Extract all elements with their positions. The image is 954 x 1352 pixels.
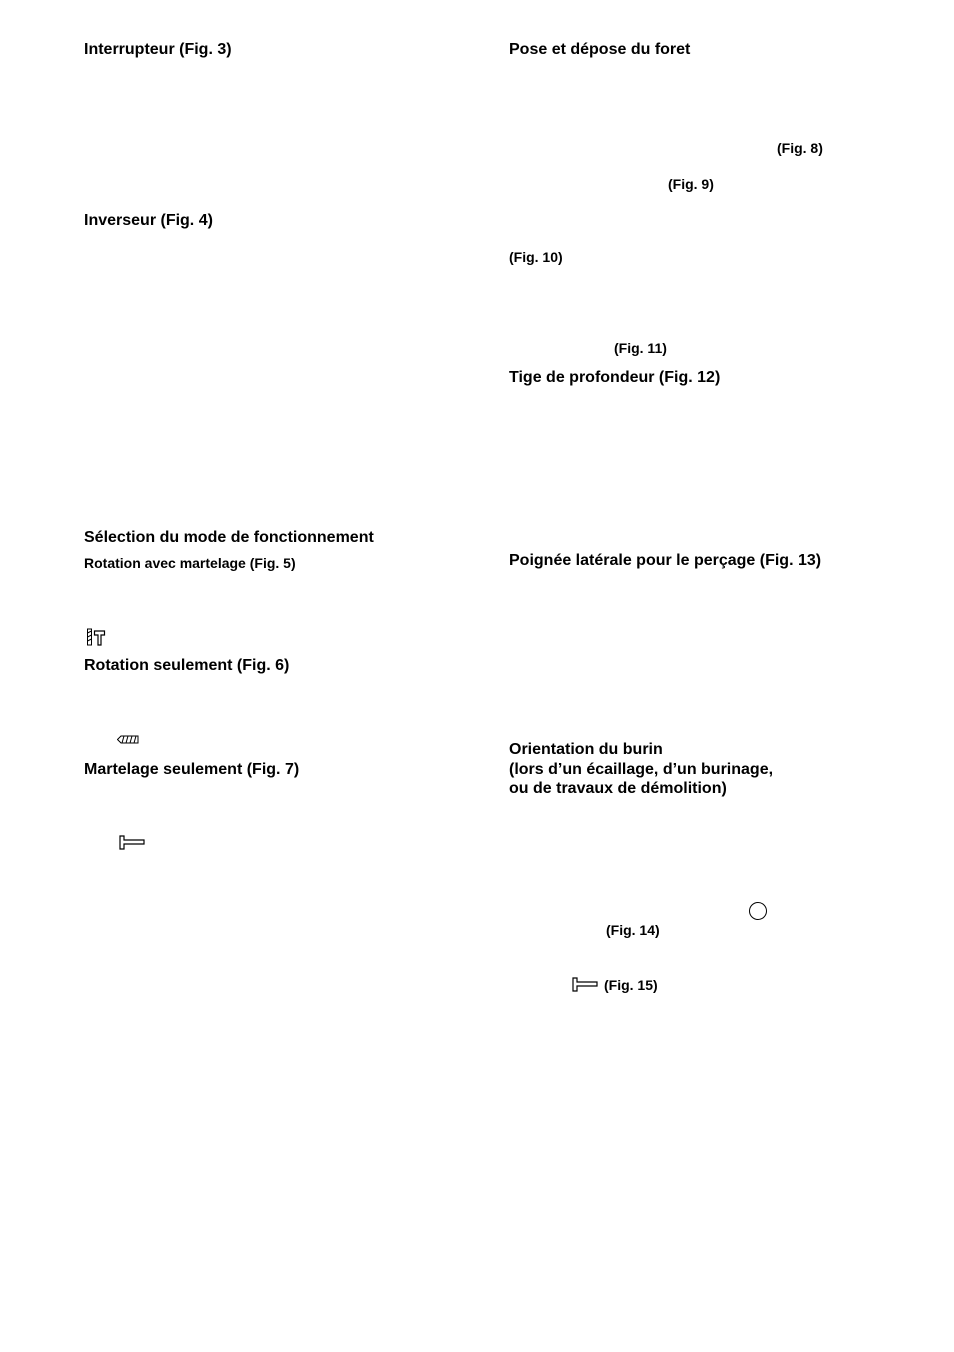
chisel-heading-line2: (lors d’un écaillage, d’un burinage, xyxy=(509,761,774,778)
fig9-label: (Fig. 9) xyxy=(668,176,714,192)
circle-icon xyxy=(748,901,768,921)
fig14-label: (Fig. 14) xyxy=(606,922,660,938)
drill-hammer-icon xyxy=(86,628,106,646)
depth-gauge-heading: Tige de profondeur (Fig. 12) xyxy=(509,369,721,386)
chisel-heading-line1: Orientation du burin xyxy=(509,741,663,758)
drill-bit-icon xyxy=(117,735,139,744)
mode-selection-heading: Sélection du mode de fonctionnement xyxy=(84,529,374,546)
fig8-label: (Fig. 8) xyxy=(777,140,823,156)
fig15-label: (Fig. 15) xyxy=(604,977,658,993)
rotation-hammer-heading: Rotation avec martelage (Fig. 5) xyxy=(84,555,296,571)
side-grip-heading: Poignée latérale pour le perçage (Fig. 13) xyxy=(509,552,822,569)
hammer-icon xyxy=(119,835,145,850)
hammer-icon xyxy=(572,977,598,992)
fig10-label: (Fig. 10) xyxy=(509,249,563,265)
fig11-label: (Fig. 11) xyxy=(614,340,667,356)
reverse-switch-heading: Inverseur (Fig. 4) xyxy=(84,212,213,229)
chisel-heading-line3: ou de travaux de démolition) xyxy=(509,780,727,797)
hammer-only-heading: Martelage seulement (Fig. 7) xyxy=(84,761,300,778)
switch-heading: Interrupteur (Fig. 3) xyxy=(84,41,232,58)
bit-install-heading: Pose et dépose du foret xyxy=(509,41,691,58)
rotation-only-heading: Rotation seulement (Fig. 6) xyxy=(84,657,290,674)
